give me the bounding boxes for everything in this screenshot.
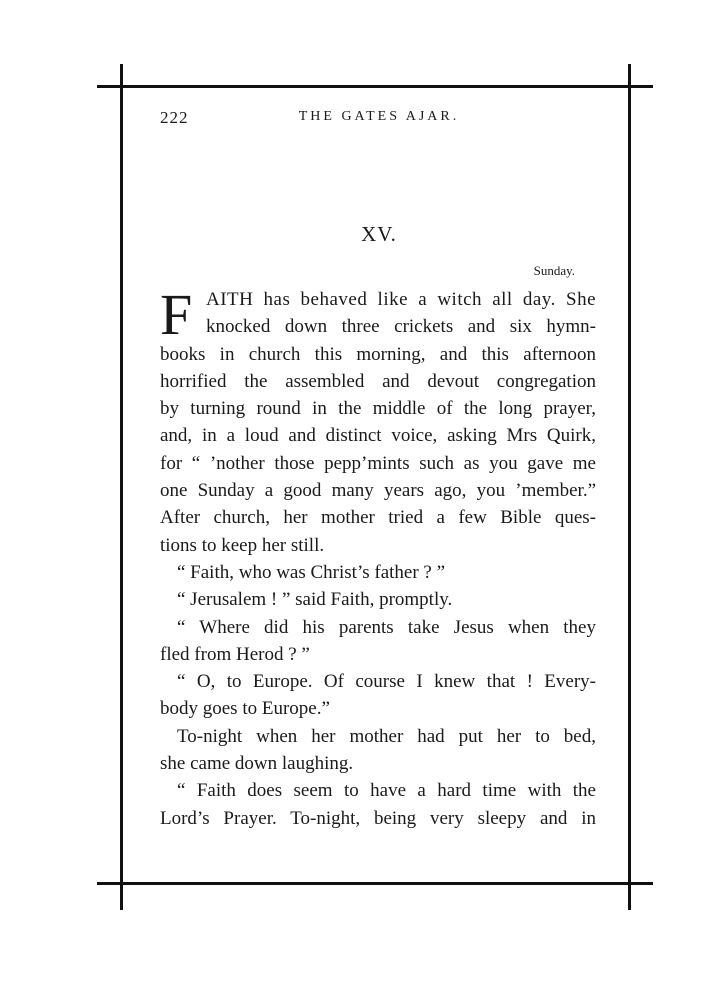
text-line: “ Faith, who was Christ’s father ? ” <box>177 561 446 583</box>
text-line: and, in a loud and distinct voice, asking Mrs Quirk, <box>160 425 596 447</box>
text-line: horrified the assembled and devout congregation <box>160 370 596 392</box>
page-header <box>160 108 598 132</box>
chapter-number: XV. <box>361 222 397 246</box>
text-line: tions to keep her still. <box>160 534 325 556</box>
text-line: “ O, to Europe. Of course I knew that ! Every- <box>177 671 596 693</box>
text-line: books in church this morning, and this afternoon <box>160 343 596 365</box>
text-line: “ Jerusalem ! ” said Faith, promptly. <box>177 589 453 611</box>
dateline: Sunday. <box>533 263 575 278</box>
running-title: THE GATES AJAR. <box>298 109 460 124</box>
text-line: one Sunday a good many years ago, you ’member.” <box>160 480 596 502</box>
page-number: 222 <box>160 108 189 127</box>
text-line: for “ ’nother those pepp’mints such as you gave me <box>160 452 596 474</box>
frame-left-rule <box>120 64 123 910</box>
text-line: AITH has behaved like a witch all day. She <box>206 289 596 310</box>
text-line: body goes to Europe.” <box>160 698 330 720</box>
text-line: by turning round in the middle of the long prayer, <box>160 398 596 420</box>
text-line: fled from Herod ? ” <box>160 643 310 665</box>
text-line: “ Where did his parents take Jesus when they <box>177 616 596 638</box>
text-line: “ Faith does seem to have a hard time with the <box>177 780 596 802</box>
text-line: Lord’s Prayer. To-night, being very sleepy and in <box>160 807 596 829</box>
drop-cap: F <box>160 282 193 347</box>
text-line: After church, her mother tried a few Bible ques- <box>160 507 596 529</box>
text-line: knocked down three crickets and six hymn- <box>206 316 596 338</box>
body-text <box>160 282 596 832</box>
text-line: To-night when her mother had put her to bed, <box>177 725 596 747</box>
frame-top-rule <box>97 85 653 88</box>
frame-bottom-rule <box>97 882 653 885</box>
frame-right-rule <box>628 64 631 910</box>
text-line: she came down laughing. <box>160 753 354 775</box>
